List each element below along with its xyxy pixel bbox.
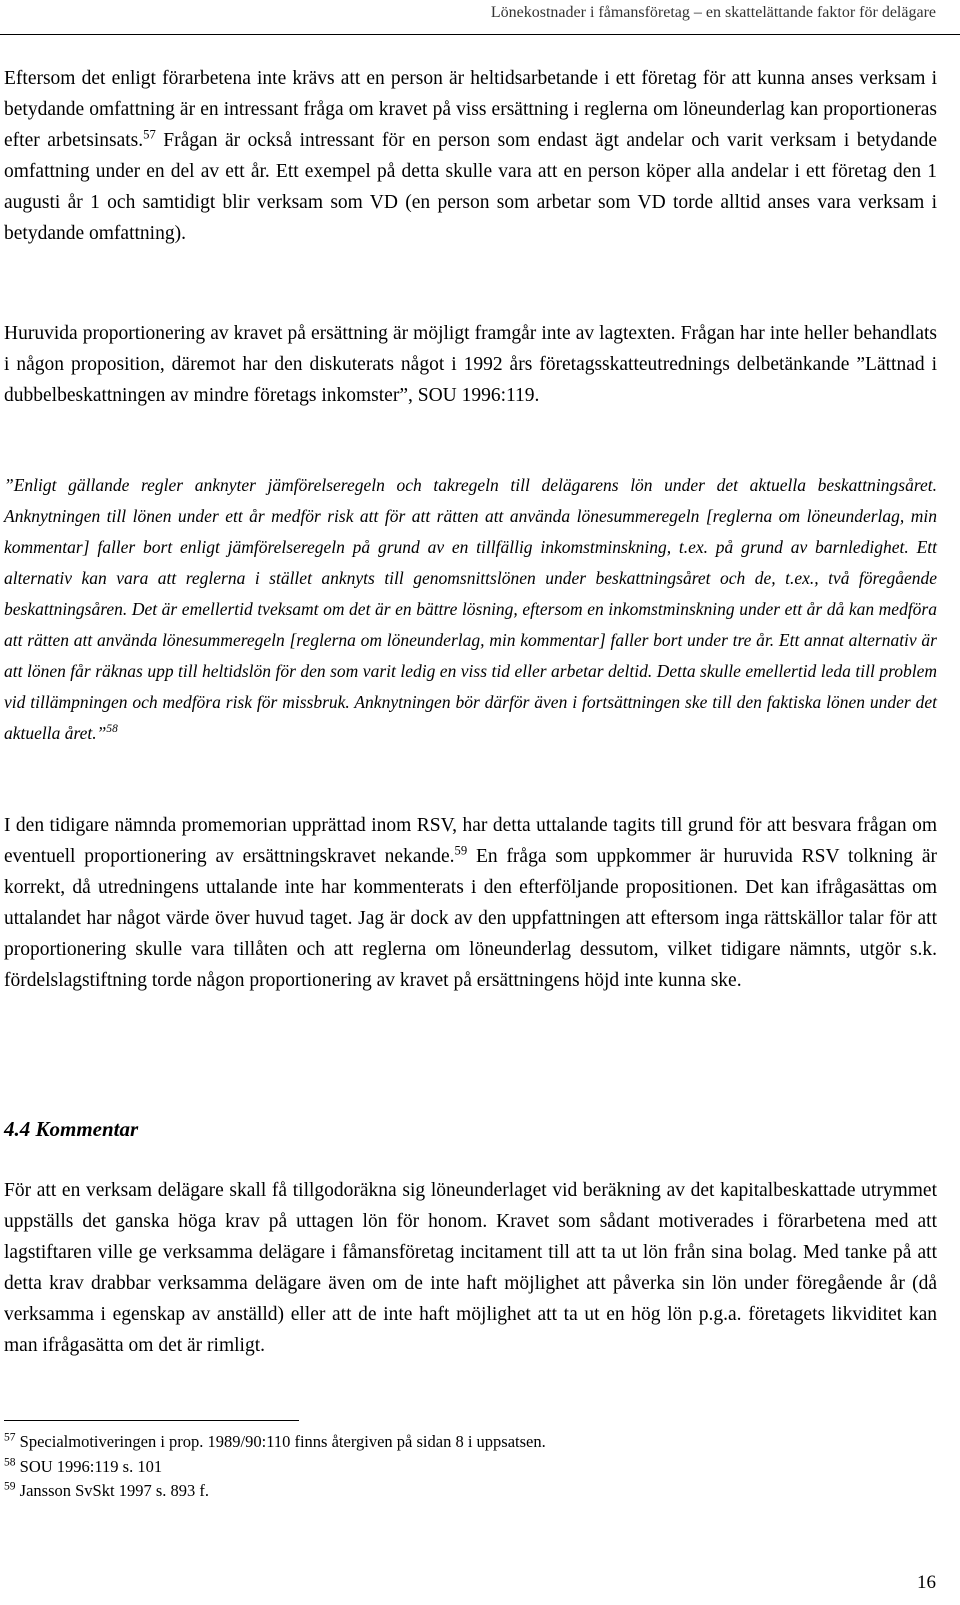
footnote-ref-59[interactable]: 59	[454, 843, 468, 858]
paragraph-text: Frågan är också intressant för en person som endast ägt andelar och varit verksam i betydande omfattning under en del av ett år. Ett exempel på detta skulle vara att en person köper alla andelar i ett företag den 1 augusti år 1 och samtidigt blir verksam som VD (en person som arbetar som VD torde alltid anses vara verksam i betydande omfattning).	[4, 130, 937, 244]
paragraph-text: För att en verksam delägare skall få tillgodoräkna sig löneunderlaget vid beräkning av det kapitalbeskattade utrymmet uppställs det ganska höga krav på uttagen lön för honom. Kravet som sådant motiverades i förarbetena med att lagstiftaren ville ge verksamma delägare i fåmansföretag incitament till att ta ut lön från sina bolag. Med tanke på att detta krav drabbar verksamma delägare även om de inte haft möjlighet att påverka sin lön under föregående år (då verksamma i egenskap av anställd) eller att de inte haft möjlighet att ta ut en hög lön p.g.a. företagets likviditet kan man ifrågasätta om det är rimligt.	[4, 1180, 937, 1356]
paragraph-text: Eftersom det enligt förarbetena inte krävs att en person är heltidsarbetande i ett företag för att kunna anses verksam i betydande omfattning är en intressant fråga om kravet på viss ersättning i reglerna om löneunderlag kan proportioneras efter arbetsinsats.	[4, 68, 937, 151]
footnotes	[4, 1430, 904, 1504]
block-quote	[4, 470, 937, 749]
footnote-59	[4, 1479, 904, 1504]
footnote-ref-57[interactable]: 57	[143, 127, 156, 142]
footnote-text: SOU 1996:119 s. 101	[15, 1456, 163, 1476]
footnote-number: 59	[4, 1480, 16, 1493]
page-number: 16	[917, 1572, 936, 1593]
footnote-text: Specialmotiveringen i prop. 1989/90:110 finns återgiven på sidan 8 i uppsatsen.	[15, 1432, 546, 1451]
footnote-57	[4, 1430, 904, 1455]
paragraph-text: I den tidigare nämnda promemorian upprättad inom RSV, har detta uttalande tagits till grund för att besvara frågan om eventuell proportionering av ersättningskravet nekande.	[4, 815, 937, 867]
header-title: Lönekostnader i fåmansföretag – en skattelättande faktor för delägare	[490, 4, 936, 21]
footnote-number: 57	[4, 1431, 16, 1444]
paragraph-text: Huruvida proportionering av kravet på ersättning är möjligt framgår inte av lagtexten. Frågan har inte heller behandlats i någon proposition, däremot har den diskuterats något i 1992 års företagsskatteutrednings delbetänkande ”Lättnad i dubbelbeskattningen av mindre företags inkomster”, SOU 1996:119.	[4, 323, 937, 406]
body-paragraph-1	[4, 63, 937, 249]
body-paragraph-3	[4, 810, 937, 996]
running-header	[0, 0, 960, 36]
footnote-58	[4, 1455, 904, 1480]
paragraph-text: En fråga som uppkommer är huruvida RSV tolkning är korrekt, då utredningens uttalande inte har kommenterats i den efterföljande propositionen. Det kan ifrågasättas om uttalandet har något värde över huvud taget. Jag är dock av den uppfattningen att eftersom inga rättskällor talar för att proportionering skulle vara tillåten och att reglerna om löneunderlag dessutom, vilket tidigare nämnts, utgör s.k. fördelslagstiftning torde någon proportionering av kravet på ersättningens höjd inte kunna ske.	[4, 846, 938, 991]
footnote-divider	[4, 1420, 299, 1421]
section-heading: 4.4 Kommentar	[4, 1117, 139, 1141]
footnote-ref-58[interactable]: 58	[106, 723, 118, 736]
body-paragraph-2	[4, 318, 937, 411]
footnote-number: 58	[4, 1456, 16, 1468]
footnote-text: Jansson SvSkt 1997 s. 893 f.	[15, 1481, 209, 1500]
header-divider	[0, 34, 960, 35]
quote-text: ”Enligt gällande regler anknyter jämförelseregeln och takregeln till delägarens lön under det aktuella beskattningsåret. Anknytningen till lönen under ett år medför risk att för att rätten att använda lönesummeregeln [reglerna om löneunderlag, min kommentar] faller bort enligt jämförelseregeln på grund av en tillfällig inkomstminskning, t.ex. på grund av barnledighet. Ett alternativ kan vara att reglerna i stället anknyts till genomsnittslönen under beskattningsåret och de, t.ex., två föregående beskattningsåren. Det är emellertid tveksamt om det är en bättre lösning, eftersom en inkomstminskning under ett år då kan medföra att rätten att använda lönesummeregeln [reglerna om löneunderlag, min kommentar] faller bort under tre år. Ett annat alternativ är att lönen får räknas upp till heltidslön för den som varit ledig en viss tid eller arbetar deltid. Detta skulle emellertid leda till problem vid tillämpningen och medföra risk för missbruk. Anknytningen bör därför även i fortsättningen ske till den faktiska lönen under det aktuella året.”	[4, 475, 937, 743]
body-paragraph-4	[4, 1175, 937, 1361]
